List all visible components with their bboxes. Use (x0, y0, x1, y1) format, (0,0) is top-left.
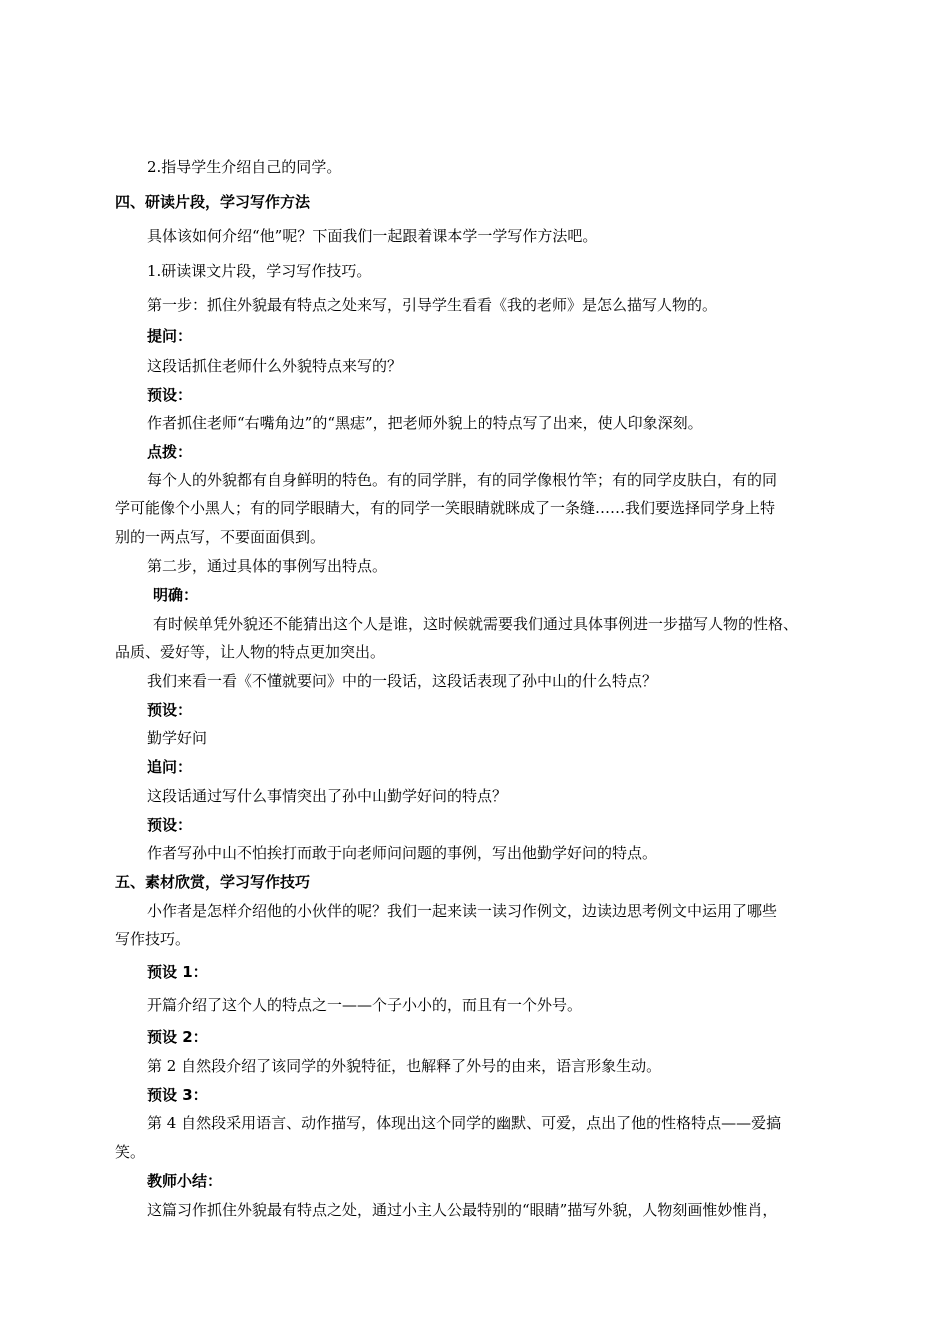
text-line: 每个人的外貌都有自身鲜明的特色。有的同学胖，有的同学像根竹竿；有的同学皮肤白，有的同 (147, 471, 778, 489)
text-line: 作者写孙中山不怕挨打而敢于向老师问问题的事例，写出他勤学好问的特点。 (147, 844, 658, 862)
label-heading: 教师小结： (147, 1172, 223, 1190)
text-line: 开篇介绍了这个人的特点之一——个子小小的，而且有一个外号。 (147, 996, 583, 1014)
label-heading: 预设 1： (147, 963, 208, 981)
text-line: 具体该如何介绍“他”呢？下面我们一起跟着课本学一学写作方法吧。 (147, 227, 598, 245)
label-heading: 点拨： (147, 443, 193, 461)
text-line: 我们来看一看《不懂就要问》中的一段话，这段话表现了孙中山的什么特点？ (147, 672, 658, 690)
text-line: 学可能像个小黑人；有的同学眼睛大，有的同学一笑眼睛就眯成了一条缝……我们要选择同学身上特 (115, 499, 776, 517)
text-line: 勤学好问 (147, 729, 208, 747)
text-line: 有时候单凭外貌还不能猜出这个人是谁，这时候就需要我们通过具体事例进一步描写人物的性格、 (153, 615, 799, 633)
label-heading: 预设 3： (147, 1086, 208, 1104)
label-heading: 预设： (147, 386, 193, 404)
text-line: 这段话通过写什么事情突出了孙中山勤学好问的特点？ (147, 787, 508, 805)
text-line: 写作技巧。 (115, 930, 191, 948)
text-line: 笑。 (115, 1143, 146, 1161)
text-line: 小作者是怎样介绍他的小伙伴的呢？我们一起来读一读习作例文，边读边思考例文中运用了哪些 (147, 902, 778, 920)
text-line: 第二步，通过具体的事例写出特点。 (147, 557, 388, 575)
text-line: 别的一两点写，不要面面俱到。 (115, 528, 326, 546)
label-heading: 预设 2： (147, 1028, 208, 1046)
section-heading: 四、研读片段，学习写作方法 (115, 193, 311, 211)
label-heading: 提问： (147, 327, 193, 345)
label-heading: 预设： (147, 701, 193, 719)
text-line: 第 2 自然段介绍了该同学的外貌特征，也解释了外号的由来，语言形象生动。 (147, 1057, 662, 1075)
text-line: 品质、爱好等，让人物的特点更加突出。 (115, 643, 386, 661)
label-heading: 预设： (147, 816, 193, 834)
label-heading: 追问： (147, 758, 193, 776)
text-line: 这篇习作抓住外貌最有特点之处，通过小主人公最特别的“眼睛”描写外貌，人物刻画惟妙惟肖， (147, 1201, 778, 1219)
text-line: 2.指导学生介绍自己的同学。 (147, 158, 342, 176)
text-line: 第 4 自然段采用语言、动作描写，体现出这个同学的幽默、可爱，点出了他的性格特点——爱搞 (147, 1114, 782, 1132)
section-heading: 五、素材欣赏，学习写作技巧 (115, 873, 311, 891)
text-line: 这段话抓住老师什么外貌特点来写的？ (147, 357, 403, 375)
text-line: 第一步：抓住外貌最有特点之处来写，引导学生看看《我的老师》是怎么描写人物的。 (147, 296, 718, 314)
text-line: 1.研读课文片段，学习写作技巧。 (147, 262, 372, 280)
text-line: 作者抓住老师“右嘴角边”的“黑痣”，把老师外貌上的特点写了出来，使人印象深刻。 (147, 414, 703, 432)
label-heading: 明确： (153, 586, 199, 604)
